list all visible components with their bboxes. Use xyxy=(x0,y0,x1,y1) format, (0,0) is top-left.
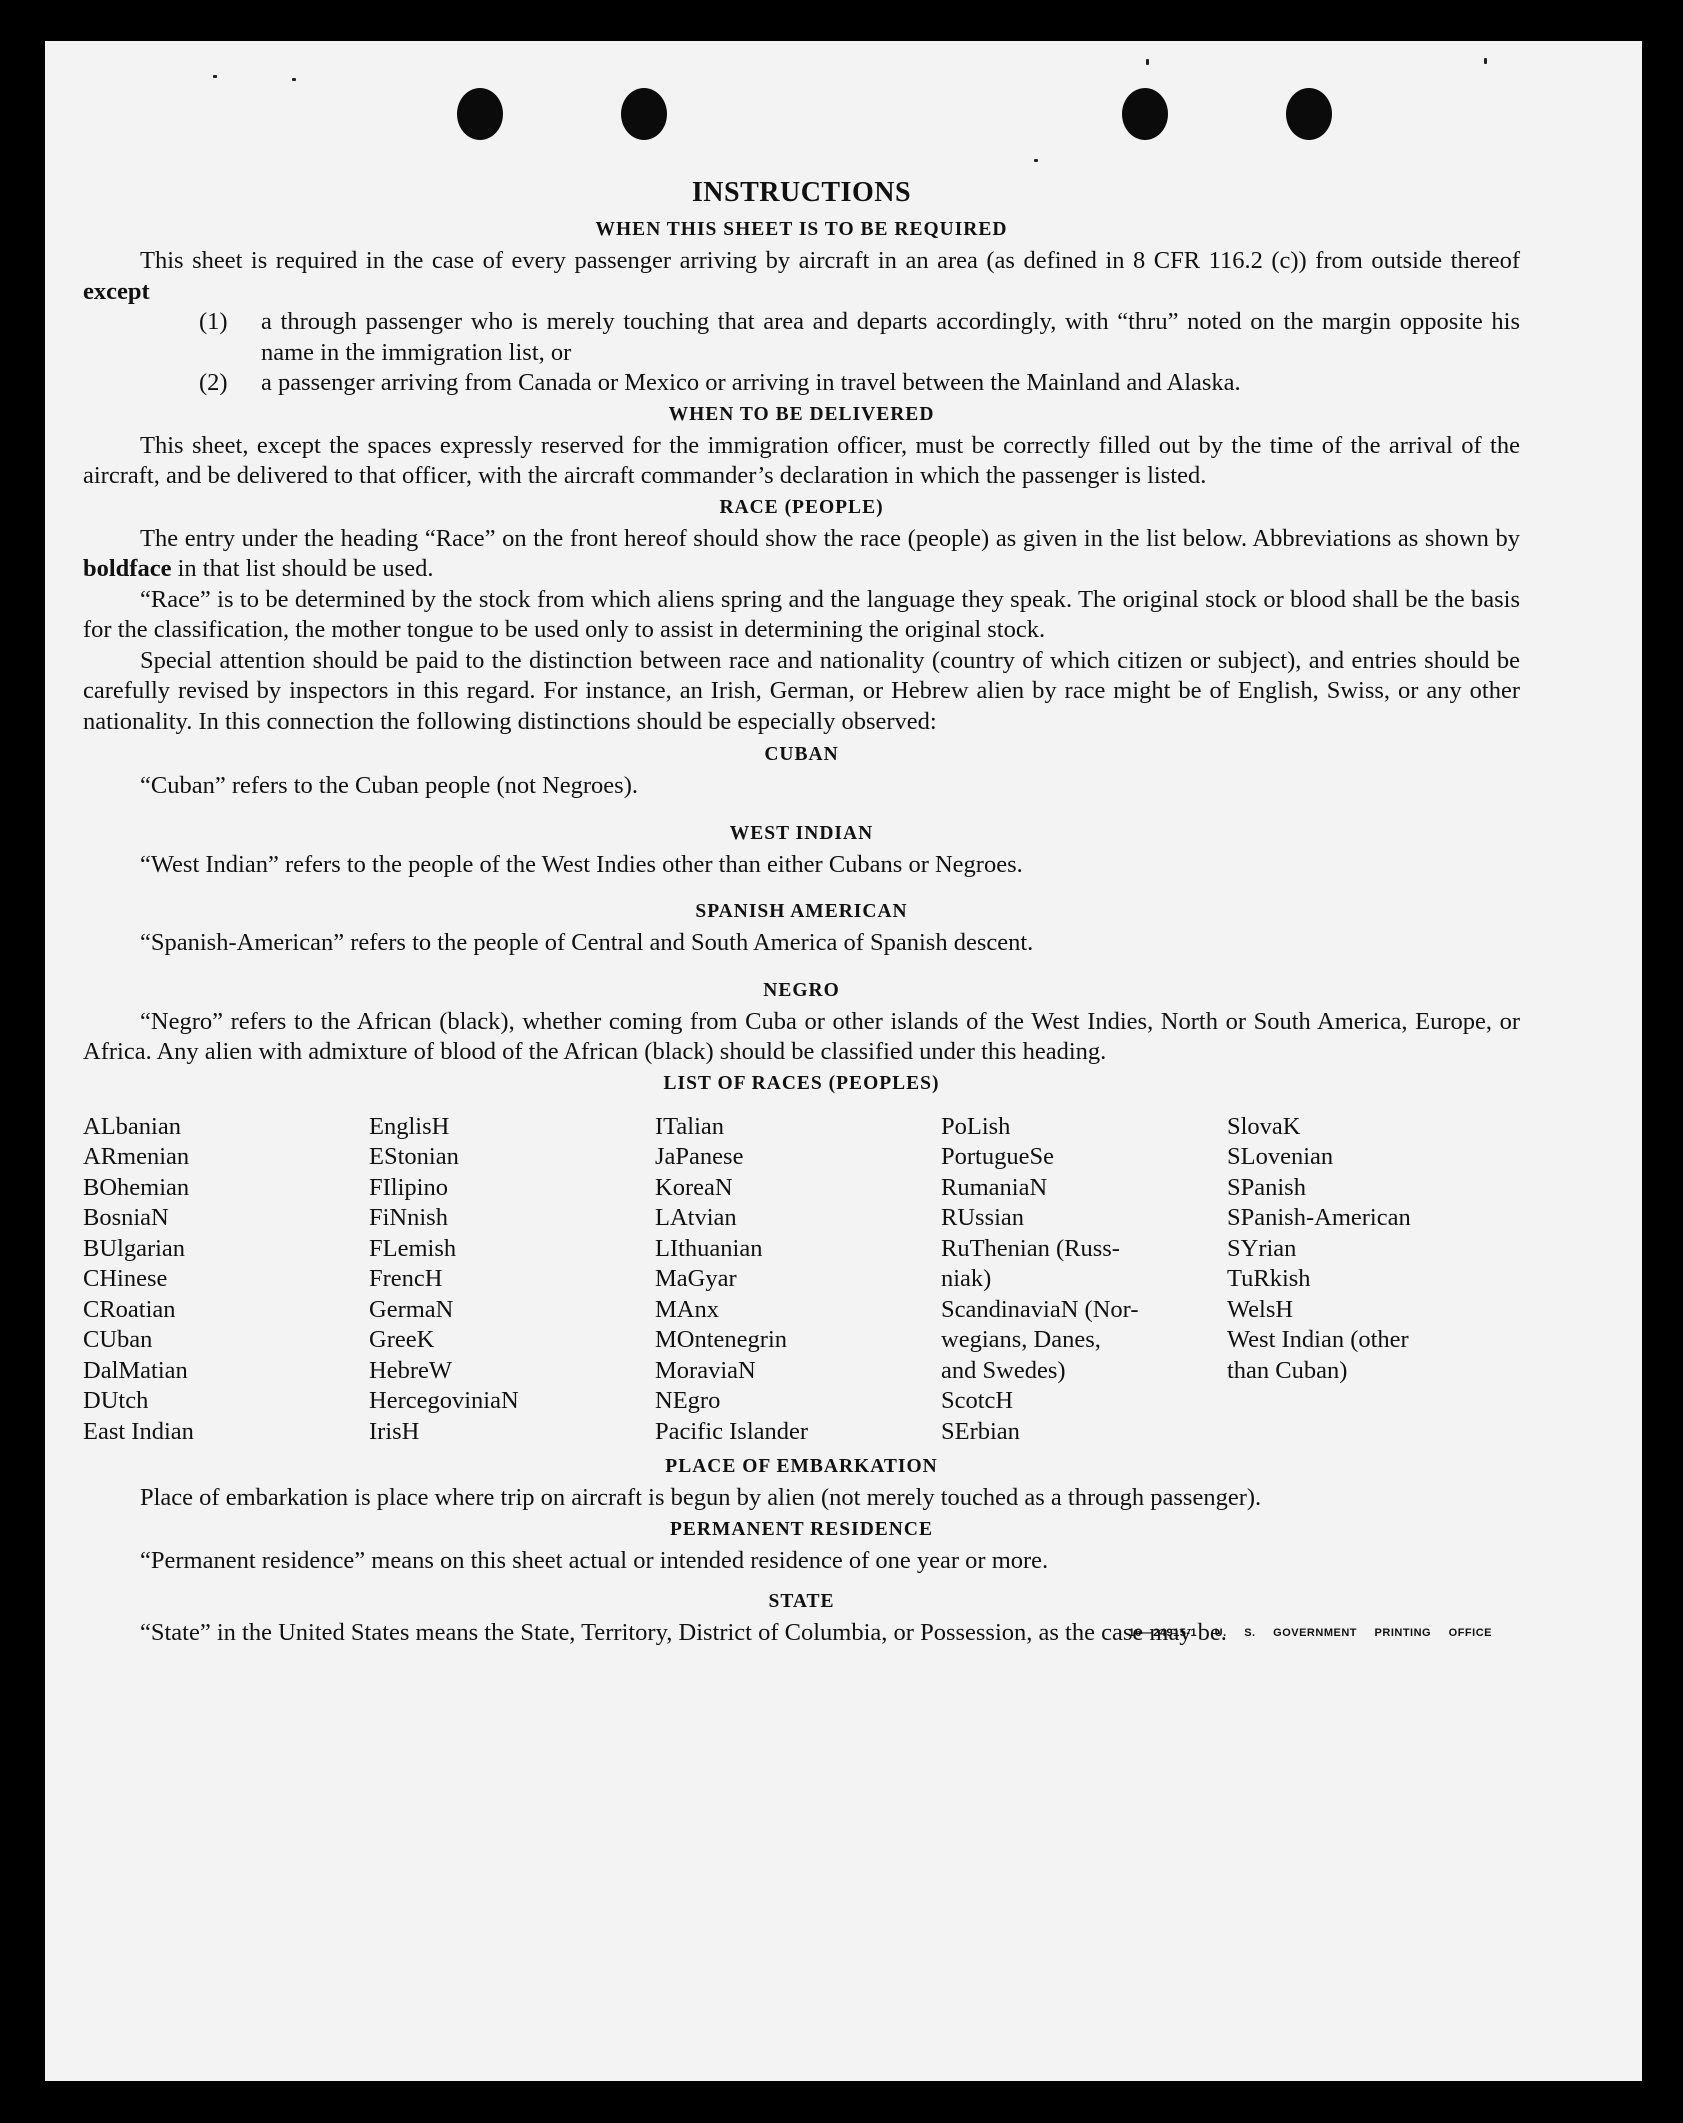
race-entry: HebreW xyxy=(369,1356,452,1384)
race-paragraph-2: “Race” is to be determined by the stock from which aliens spring and the language they speak. The original stock or blood shall be the basis for the classification, the mother tongue to be used only to assist in determining the original stock. xyxy=(83,585,1520,643)
race-entry: JaPanese xyxy=(655,1143,744,1170)
exception-item: (1) a through passenger who is merely touching that area and departs accordingly, with “thru” noted on the margin opposite his name in the immigration list, or xyxy=(199,308,1520,366)
heading-race: RACE (PEOPLE) xyxy=(719,496,884,518)
races-column xyxy=(83,1112,369,1448)
race-entry: NEgro xyxy=(655,1387,721,1414)
race-entry: HercegoviniaN xyxy=(369,1387,519,1414)
heading-when-delivered: WHEN TO BE DELIVERED xyxy=(668,403,935,425)
race-entry: SLovenian xyxy=(1227,1143,1334,1170)
embarkation-text: Place of embarkation is place where trip on aircraft is begun by alien (not merely touched as a through passenger). xyxy=(140,1484,1262,1511)
race-entry: ITalian xyxy=(655,1112,725,1140)
when-delivered-text: This sheet, except the spaces expressly reserved for the immigration officer, must be correctly filled out by the time of the arrival of the aircraft, and be delivered to that officer, with the aircraft commander’s declaration in which the passenger is listed. xyxy=(83,431,1520,489)
race-entry: PoLish xyxy=(941,1112,1011,1140)
punch-hole xyxy=(621,88,667,140)
heading-when-required: WHEN THIS SHEET IS TO BE REQUIRED xyxy=(595,219,1008,240)
race-entry: LIthuanian xyxy=(655,1234,763,1262)
race-entry: DalMatian xyxy=(83,1356,188,1384)
race-entry: SYrian xyxy=(1227,1234,1297,1262)
race-entry: CHinese xyxy=(83,1265,168,1292)
exception-item: (2) a passenger arriving from Canada or Mexico or arriving in travel between the Mainland and Alaska. xyxy=(199,369,1241,396)
races-column xyxy=(369,1112,655,1448)
race-entry: WelsH xyxy=(1227,1295,1294,1323)
page-title: INSTRUCTIONS xyxy=(691,177,912,208)
race-entry: MoraviaN xyxy=(655,1356,756,1384)
race-entry: GreeK xyxy=(369,1326,435,1353)
race-entry: BosniaN xyxy=(83,1204,169,1231)
race-entry: MOntenegrin xyxy=(655,1326,787,1353)
heading-negro: NEGRO xyxy=(763,979,840,1001)
race-entry: RumaniaN xyxy=(941,1173,1048,1201)
race-entry: FIlipino xyxy=(369,1173,448,1201)
race-entry: MAnx xyxy=(655,1295,719,1323)
race-entry: IrisH xyxy=(369,1417,420,1445)
race-entry: SErbian xyxy=(941,1417,1020,1445)
race-entry: CRoatian xyxy=(83,1295,176,1323)
race-entry: TuRkish xyxy=(1227,1265,1311,1292)
cuban-text: “Cuban” refers to the Cuban people (not Negroes). xyxy=(140,772,638,799)
race-entry: RUssian xyxy=(941,1204,1025,1231)
race-entry: FLemish xyxy=(369,1234,457,1262)
race-entry: GermaN xyxy=(369,1295,454,1323)
race-entry: EStonian xyxy=(369,1143,459,1170)
race-entry: East Indian xyxy=(83,1417,194,1445)
heading-embarkation: PLACE OF EMBARKATION xyxy=(665,1456,938,1477)
race-entry: ALbanian xyxy=(83,1112,181,1140)
races-column xyxy=(1227,1112,1513,1448)
heading-cuban: CUBAN xyxy=(764,744,839,765)
race-entry: RuThenian (Russ- niak) xyxy=(941,1234,1120,1292)
printer-imprint: 16—24915-1 U. S. GOVERNMENT PRINTING OFFICE xyxy=(1128,1627,1492,1639)
speck xyxy=(1034,159,1038,162)
race-entry: DUtch xyxy=(83,1387,149,1414)
residence-text: “Permanent residence” means on this sheet actual or intended residence of one year or more. xyxy=(140,1546,1049,1574)
heading-west-indian: WEST INDIAN xyxy=(729,822,874,844)
spanish-american-text: “Spanish-American” refers to the people of Central and South America of Spanish descent. xyxy=(140,929,1034,956)
heading-state: STATE xyxy=(768,1591,835,1612)
state-text: “State” in the United States means the State, Territory, District of Columbia, or Possession, as the case may be. xyxy=(140,1619,1227,1646)
punch-hole xyxy=(1286,88,1332,140)
race-entry: EnglisH xyxy=(369,1112,450,1140)
race-entry: FrencH xyxy=(369,1265,443,1292)
races-list xyxy=(83,1112,1520,1448)
race-paragraph-1: The entry under the heading “Race” on the front hereof should show the race (people) as given in the list below. Abbreviations as shown by boldface in that list should be used. xyxy=(83,524,1520,582)
race-entry: ScotcH xyxy=(941,1387,1014,1414)
races-column xyxy=(941,1112,1227,1448)
west-indian-text: “West Indian” refers to the people of the West Indies other than either Cubans or Negroes. xyxy=(140,850,1023,878)
race-entry: BOhemian xyxy=(83,1173,190,1201)
race-entry: CUban xyxy=(83,1326,153,1353)
heading-residence: PERMANENT RESIDENCE xyxy=(670,1518,933,1540)
race-entry: Pacific Islander xyxy=(655,1417,809,1445)
race-entry: ARmenian xyxy=(83,1143,190,1170)
punch-hole xyxy=(457,88,503,140)
race-entry: SPanish xyxy=(1227,1173,1306,1201)
race-entry: ScandinaviaN (Nor- wegians, Danes, and Swedes) xyxy=(941,1295,1139,1384)
punch-hole xyxy=(1122,88,1168,140)
negro-text: “Negro” refers to the African (black), whether coming from Cuba or other islands of the West Indies, North or South America, Europe, or Africa. Any alien with admixture of blood of the African (black) should be classified under this heading. xyxy=(83,1007,1520,1065)
speck xyxy=(213,75,217,78)
heading-list-of-races: LIST OF RACES (PEOPLES) xyxy=(663,1072,940,1094)
race-entry: LAtvian xyxy=(655,1204,737,1231)
speck xyxy=(292,78,296,81)
document-sheet xyxy=(45,41,1642,2081)
race-paragraph-3: Special attention should be paid to the distinction between race and nationality (country of which citizen or subject), and entries should be carefully revised by inspectors in this regard. For instance, an Irish, German, or Hebrew alien by race might be of English, Swiss, or any other nationality. In this connection the following distinctions should be especially observed: xyxy=(83,646,1520,735)
race-entry: West Indian (other than Cuban) xyxy=(1227,1326,1409,1384)
heading-spanish-american: SPANISH AMERICAN xyxy=(695,901,908,922)
instructions-content xyxy=(83,176,1520,1649)
races-column xyxy=(655,1112,941,1448)
speck xyxy=(1484,58,1487,64)
race-entry: SlovaK xyxy=(1227,1112,1301,1140)
when-required-text: This sheet is required in the case of every passenger arriving by aircraft in an area (as defined in 8 CFR 116.2 (c)) from outside thereof except xyxy=(83,247,1520,305)
speck xyxy=(1146,59,1149,65)
race-entry: SPanish-American xyxy=(1227,1204,1411,1231)
race-entry: FiNnish xyxy=(369,1204,448,1231)
race-entry: PortugueSe xyxy=(941,1143,1054,1170)
race-entry: MaGyar xyxy=(655,1265,737,1292)
race-entry: BUlgarian xyxy=(83,1234,186,1262)
race-entry: KoreaN xyxy=(655,1173,733,1201)
